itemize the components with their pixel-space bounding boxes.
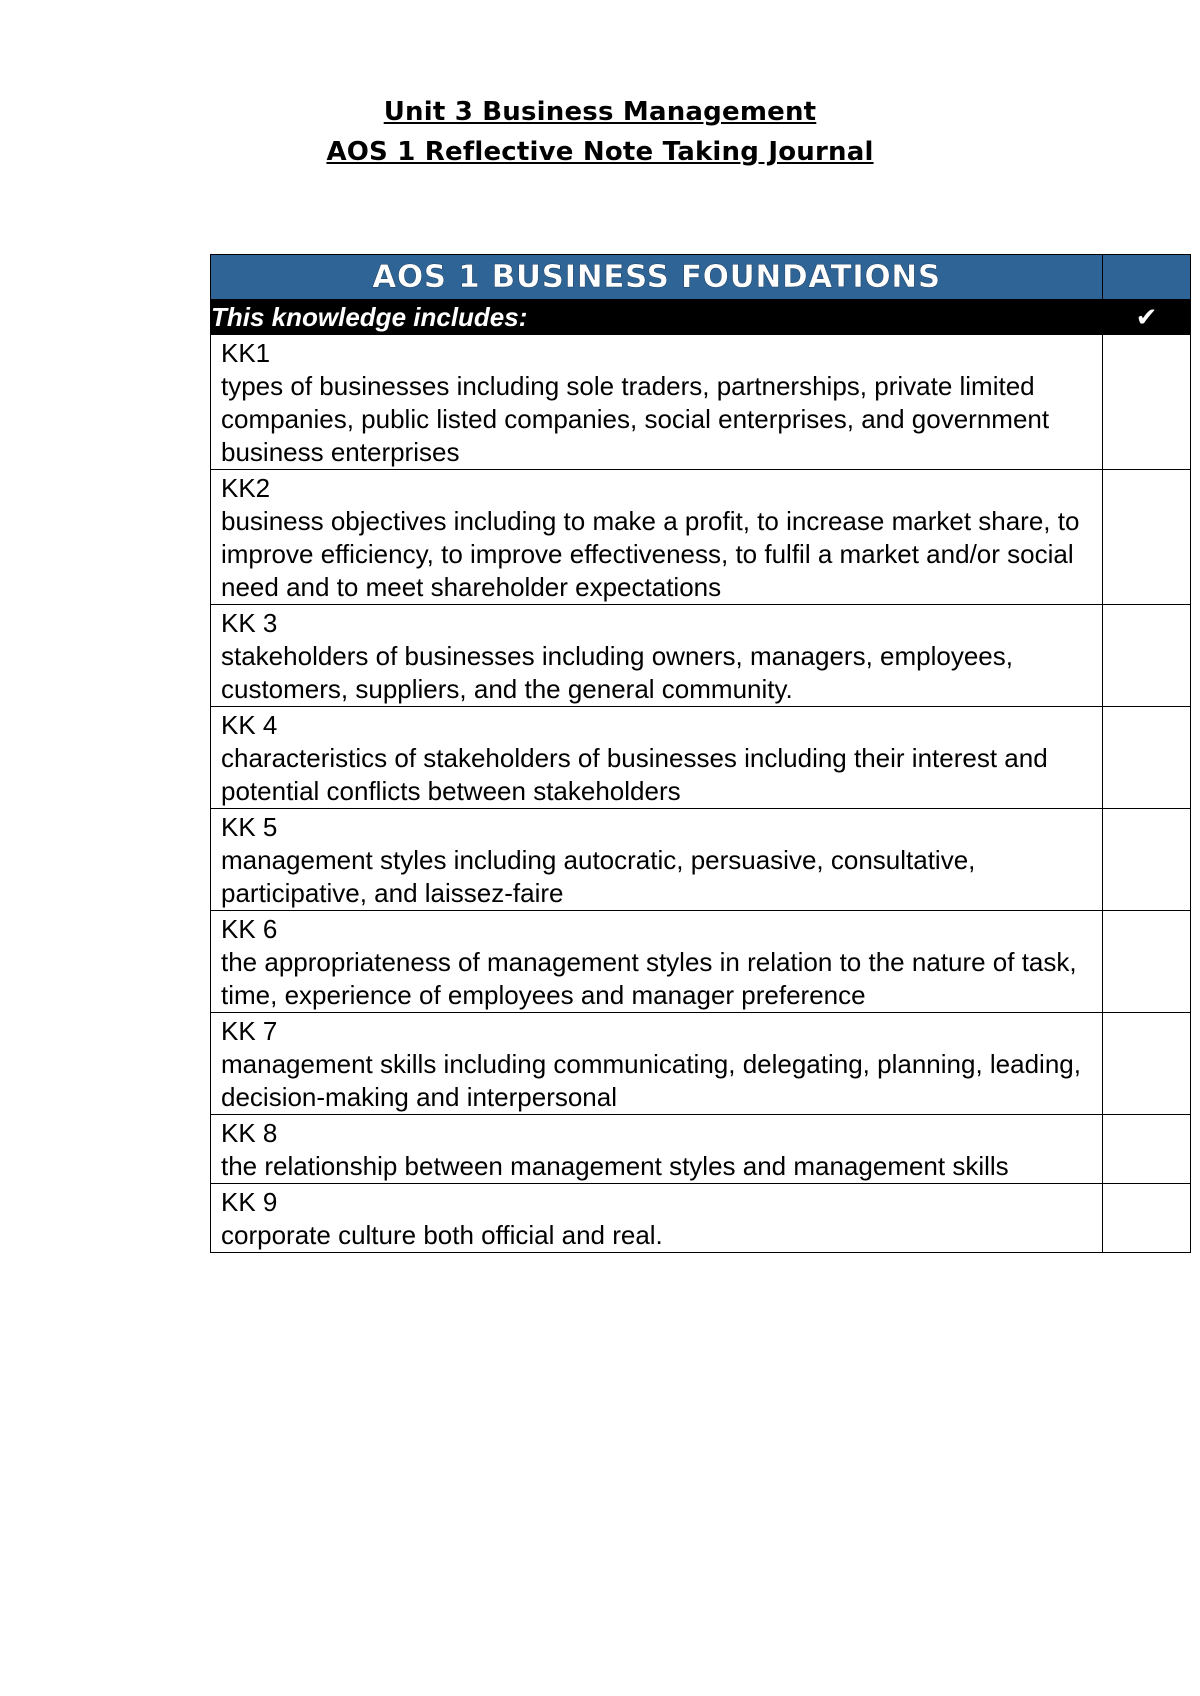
table-row <box>211 1184 1191 1253</box>
knowledge-checklist-table <box>210 254 1191 1253</box>
kk-code: KK2 <box>221 473 271 503</box>
table-row <box>211 470 1191 605</box>
kk-code: KK 8 <box>221 1118 278 1148</box>
kk-description: business objectives including to make a profit, to increase market share, to improve efficiency, to improve effectiveness, to fulfil a market and/or social need and to meet shareholder expectations <box>221 506 1080 602</box>
kk-description: management skills including communicating, delegating, planning, leading, decision-making and interpersonal <box>221 1049 1081 1112</box>
kk-cell <box>211 809 1103 911</box>
table-row <box>211 335 1191 470</box>
kk-code: KK 9 <box>221 1187 278 1217</box>
table-row <box>211 1115 1191 1184</box>
check-cell[interactable] <box>1103 605 1191 707</box>
kk-cell <box>211 1115 1103 1184</box>
check-header-cell <box>1103 300 1191 335</box>
kk-cell <box>211 1184 1103 1253</box>
kk-description: types of businesses including sole traders, partnerships, private limited companies, public listed companies, social enterprises, and government business enterprises <box>221 371 1050 467</box>
table-row <box>211 605 1191 707</box>
kk-code: KK 5 <box>221 812 278 842</box>
kk-code: KK 3 <box>221 608 278 638</box>
table-row <box>211 809 1191 911</box>
kk-description: management styles including autocratic, persuasive, consultative, participative, and laissez-faire <box>221 845 976 908</box>
kk-cell <box>211 335 1103 470</box>
kk-description: stakeholders of businesses including owners, managers, employees, customers, suppliers, and the general community. <box>221 641 1013 704</box>
check-cell[interactable] <box>1103 1184 1191 1253</box>
includes-header-row <box>211 300 1191 335</box>
kk-code: KK 4 <box>221 710 278 740</box>
table-row <box>211 911 1191 1013</box>
check-cell[interactable] <box>1103 707 1191 809</box>
check-cell[interactable] <box>1103 335 1191 470</box>
section-title: AOS 1 BUSINESS FOUNDATIONS <box>211 255 1103 300</box>
kk-description: the relationship between management styles and management skills <box>221 1151 1009 1181</box>
kk-description: the appropriateness of management styles in relation to the nature of task, time, experience of employees and manager preference <box>221 947 1077 1010</box>
check-cell[interactable] <box>1103 1115 1191 1184</box>
kk-cell <box>211 707 1103 809</box>
check-cell[interactable] <box>1103 809 1191 911</box>
kk-cell <box>211 470 1103 605</box>
includes-label: This knowledge includes: <box>211 300 1103 335</box>
table-row <box>211 707 1191 809</box>
page-title: Unit 3 Business Management <box>383 97 817 127</box>
check-cell[interactable] <box>1103 470 1191 605</box>
table-row <box>211 1013 1191 1115</box>
kk-cell <box>211 911 1103 1013</box>
page-subtitle: AOS 1 Reflective Note Taking Journal <box>326 137 874 167</box>
page-header <box>0 92 1200 172</box>
kk-cell <box>211 605 1103 707</box>
kk-description: characteristics of stakeholders of businesses including their interest and potential conflicts between stakeholders <box>221 743 1048 806</box>
kk-description: corporate culture both official and real. <box>221 1220 663 1250</box>
section-band-empty-cell <box>1103 255 1191 300</box>
kk-code: KK 6 <box>221 914 278 944</box>
section-band-row <box>211 255 1191 300</box>
kk-code: KK1 <box>221 338 271 368</box>
checkmark-icon: ✔ <box>1135 302 1158 332</box>
kk-cell <box>211 1013 1103 1115</box>
check-cell[interactable] <box>1103 1013 1191 1115</box>
kk-code: KK 7 <box>221 1016 278 1046</box>
check-cell[interactable] <box>1103 911 1191 1013</box>
